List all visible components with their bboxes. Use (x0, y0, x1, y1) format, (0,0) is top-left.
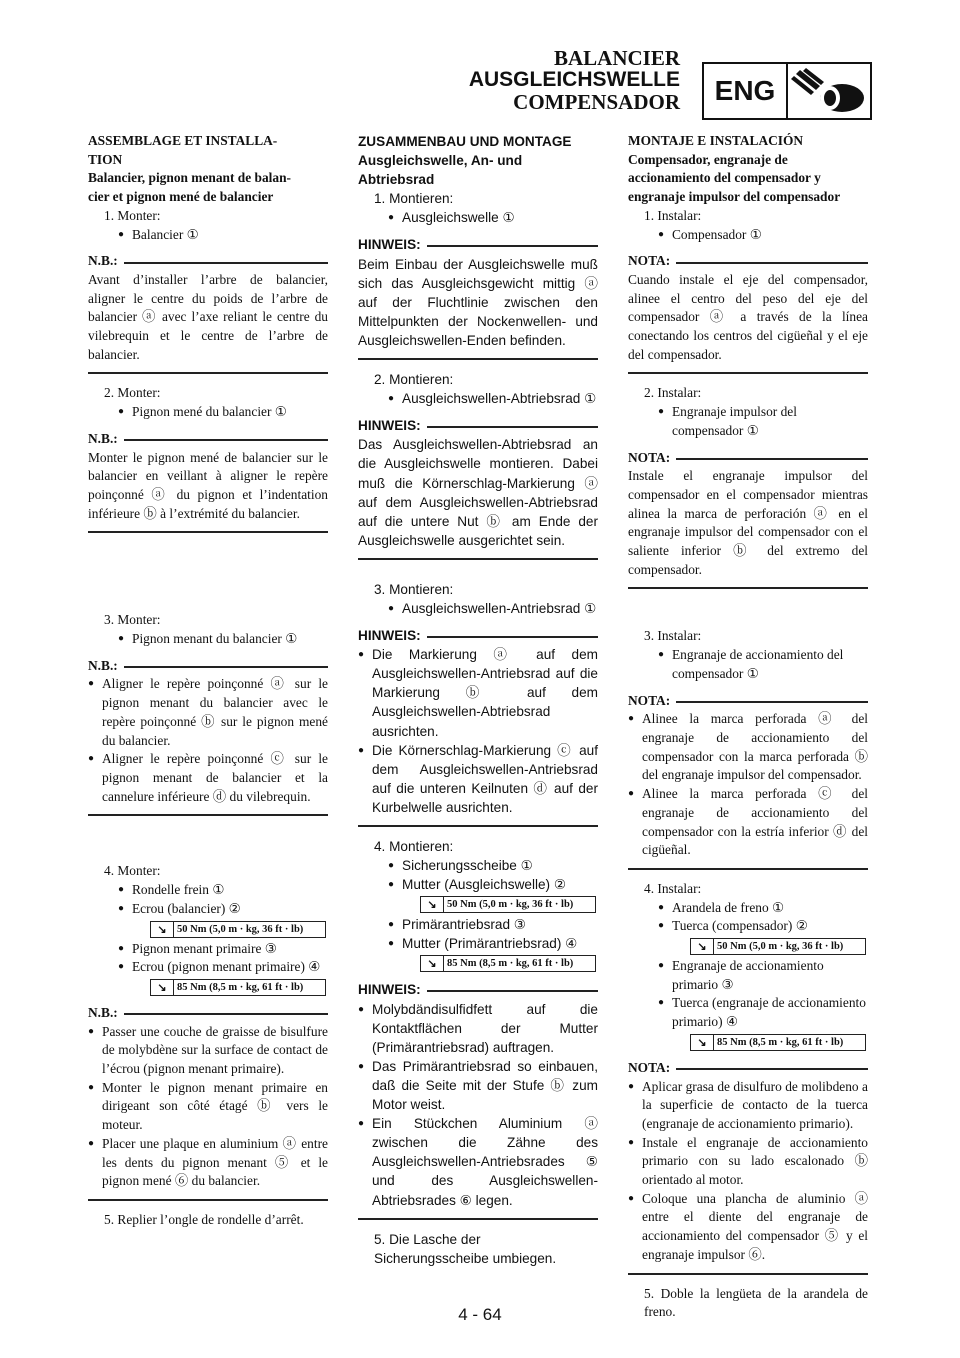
step-4: 4. Montieren: (374, 839, 454, 854)
step-item: ● Primärantriebsrad ③ (358, 915, 598, 934)
torque-spec: ↘ 50 Nm (5,0 m · kg, 36 ft · lb) (420, 896, 596, 913)
note-header (358, 626, 598, 645)
wrench-icon: ↘ (151, 980, 174, 995)
step-item: ● Ausgleichswellen-Antriebsrad ① (358, 599, 598, 618)
column-spanish (628, 132, 868, 1322)
heading: TION (88, 151, 123, 167)
torque-spec: ↘ 50 Nm (5,0 m · kg, 36 ft · lb) (150, 921, 326, 938)
title-german: AUSGLEICHSWELLE (468, 68, 680, 91)
step-3: 3. Monter: (104, 612, 161, 628)
torque-spec: ↘ 50 Nm (5,0 m · kg, 36 ft · lb) (690, 938, 866, 955)
note-bullet: ● Placer une plaque en aluminium ⓐ entre les dents du pignon menant ⑤ et le pignon mené ⑥ du balancier. (88, 1135, 328, 1191)
note-bullet: ● Coloque una plancha de aluminio ⓐ entre el diente del engranaje de accionamiento del compensador ⑤ y el engranaje impulsor ⑥. (628, 1190, 868, 1265)
subheading: Abtriebsrad (358, 172, 435, 188)
note-text: Monter le pignon mené de balancier sur le balancier en veillant à aligner le repère poinçonné ⓐ du pignon et l’indentation inférieure ⓑ à l’extrémité du balancier. (88, 449, 328, 521)
note-text: Instale el engranaje impulsor del compensador en el compensador mientras alinea la marca de perforación ⓐ en el engranaje impulsor del compensador con el saliente inferior ⓑ del extremo del compensador. (628, 468, 868, 577)
note-label: NOTA: (628, 449, 671, 465)
step-3: 3. Montieren: (374, 581, 454, 597)
step-item: ● Engranaje de accionamiento del compensador ① (628, 646, 868, 683)
section-badge (702, 62, 872, 120)
step-item: ● Pignon mené du balancier ① (88, 403, 328, 422)
note-bullet: ● Alinee la marca perforada ⓐ del engranaje de accionamiento del compensador con la marca perforada ⓑ del engranaje impulsor del compensador. (628, 710, 868, 785)
step-item: ● Tuerca (compensador) ② (628, 917, 868, 936)
torque-spec: ↘ 85 Nm (8,5 m · kg, 61 ft · lb) (420, 955, 596, 972)
step-5: 5. Die Lasche der Sicherungsscheibe umbiegen. (374, 1231, 557, 1266)
wrench-icon: ↘ (421, 956, 444, 971)
subheading: Balancier, pignon menant de balan- (88, 170, 292, 186)
wrench-icon: ↘ (421, 897, 444, 912)
subheading: Ausgleichswelle, An- und (358, 153, 523, 169)
note-label: NOTA: (628, 692, 671, 708)
note-header (88, 430, 328, 449)
note-label: N.B.: (88, 253, 118, 269)
note-text: Avant d’installer l’arbre de balancier, aligner le centre du poids de l’arbre de balancier ⓐ avec l’axe reliant le centre du vilebrequin et le centre de l’arbre de balancier. (88, 271, 328, 362)
heading: ASSEMBLAGE ET INSTALLA- (88, 133, 278, 148)
heading: MONTAJE E INSTALACIÓN (628, 133, 804, 148)
subheading: Compensador, engranaje de accionamiento del compensador y engranaje impulsor del compensador (628, 151, 841, 205)
note-bullet: ● Alinee la marca perforada ⓒ del engranaje de accionamiento del compensador con la estría inferior ⓓ del cigüeñal. (628, 785, 868, 860)
step-item: ● Pignon menant primaire ③ (88, 940, 328, 959)
step-item: ● Ausgleichswelle ① (358, 208, 598, 227)
column-german (358, 132, 598, 1268)
note-bullet: ● Molybdändisulfidfett auf die Kontaktflächen der Mutter (Primärantriebsrad) auftragen. (358, 1000, 598, 1057)
step-2: 2. Instalar: (644, 385, 702, 401)
note-text: Cuando instale el eje del compensador, alinee el centro del peso del eje del compensador ⓐ a través de la línea conectando los centros del cigüeñal y el eje del compensador. (628, 271, 868, 362)
note-bullet: ● Aplicar grasa de disulfuro de molibdeno a la superficie de contacto de la tuerca (engranaje de accionamiento primario). (628, 1078, 868, 1134)
step-item: ● Mutter (Ausgleichswelle) ② (358, 875, 598, 894)
eng-label: ENG (704, 64, 788, 118)
step-item: ● Compensador ① (628, 226, 868, 245)
note-bullet: ● Die Körnerschlag-Markierung ⓒ auf dem Ausgleichswellen-Antriebsrad auf die unteren Keilnuten ⓓ auf der Kurbelwelle ausrichten. (358, 741, 598, 817)
step-item: ● Mutter (Primärantriebsrad) ④ (358, 934, 598, 953)
step-3: 3. Instalar: (644, 628, 702, 644)
step-item: ● Engranaje de accionamiento primario ③ (628, 957, 868, 994)
wrench-icon: ↘ (691, 939, 714, 954)
note-header (358, 980, 598, 999)
note-label: N.B.: (88, 430, 118, 446)
torque-spec: ↘ 85 Nm (8,5 m · kg, 61 ft · lb) (690, 1034, 866, 1051)
title-french: BALANCIER (553, 46, 680, 70)
step-item: ● Ecrou (pignon menant primaire) ④ (88, 958, 328, 977)
note-bullet: ● Ein Stückchen Aluminium ⓐ zwischen die Zähne des Ausgleichswellen-Antriebsrades ⑤ und des Ausgleichswellen-Abtriebsrades ⑥ legen. (358, 1114, 598, 1209)
step-4: 4. Instalar: (644, 880, 702, 896)
note-label: HINWEIS: (358, 237, 421, 253)
note-header (628, 692, 868, 711)
note-header (88, 657, 328, 676)
step-item: ● Sicherungsscheibe ① (358, 856, 598, 875)
wrench-icon: ↘ (691, 1035, 714, 1050)
step-item: ● Tuerca (engranaje de accionamiento primario) ④ (628, 994, 868, 1031)
note-header (88, 252, 328, 271)
heading: ZUSAMMENBAU UND MONTAGE (358, 134, 572, 149)
note-bullet: ● Passer une couche de graisse de bisulfure de molybdène sur la surface de contact de l’écrou (pignon menant primaire). (88, 1023, 328, 1079)
step-1: 1. Instalar: (644, 207, 702, 223)
step-2: 2. Montieren: (374, 372, 454, 388)
step-item: ● Pignon menant du balancier ① (88, 630, 328, 649)
page-number: 4 - 64 (458, 1305, 502, 1324)
step-5: 5. Doble la lengüeta de la arandela de freno. (644, 1285, 868, 1320)
note-header (628, 449, 868, 468)
step-1: 1. Monter: (104, 207, 161, 223)
step-item: ● Ecrou (balancier) ② (88, 900, 328, 919)
note-label: HINWEIS: (358, 982, 421, 998)
note-header (628, 252, 868, 271)
note-bullet: ● Aligner le repère poinçonné ⓒ sur le pignon menant de balancier et la cannelure inférieure ⓓ du vilebrequin. (88, 750, 328, 806)
subheading: cier et pignon mené de balancier (88, 189, 274, 205)
step-item: ● Arandela de freno ① (628, 899, 868, 918)
title-spanish: COMPENSADOR (513, 90, 680, 114)
step-item: ● Balancier ① (88, 226, 328, 245)
note-bullet: ● Das Primärantriebsrad so einbauen, daß die Seite mit der Stufe ⓑ zum Motor weist. (358, 1057, 598, 1114)
note-bullet: ● Aligner le repère poinçonné ⓐ sur le pignon menant du balancier avec le repère poinçonné ⓑ sur le pignon mené du balancier. (88, 675, 328, 750)
note-bullet: ● Monter le pignon menant primaire en dirigeant son côté étagé ⓑ vers le moteur. (88, 1079, 328, 1135)
step-1: 1. Montieren: (374, 191, 454, 207)
page-header (468, 32, 870, 122)
note-header (358, 235, 598, 254)
note-text: Beim Einbau der Ausgleichswelle muß sich das Ausgleichsgewicht mittig ⓐ auf der Fluchtlinie zwischen den Mittelpunkten der Nockenwellen- und Ausgleichswellen-Enden befinden. (358, 256, 598, 348)
note-header (358, 416, 598, 435)
note-text: Das Ausgleichswellen-Abtriebsrad an die Ausgleichswelle montieren. Dabei muß die Körnerschlag-Markierung ⓐ auf dem Ausgleichswellen-Abtriebsrad auf die untere Nut ⓑ am Ende der Ausgleichswelle ausgerichtet sein. (358, 437, 598, 548)
note-header (88, 1004, 328, 1023)
step-item: ● Ausgleichswellen-Abtriebsrad ① (358, 389, 598, 408)
note-bullet: ● Instale el engranaje de accionamiento primario con su lado escalonado ⓑ orientado al motor. (628, 1134, 868, 1190)
step-5: 5. Replier l’ongle de rondelle d’arrêt. (104, 1211, 304, 1227)
note-label: N.B.: (88, 1004, 118, 1020)
note-label: N.B.: (88, 657, 118, 673)
note-header (628, 1059, 868, 1078)
note-label: NOTA: (628, 253, 671, 269)
note-bullet: ● Die Markierung ⓐ auf dem Ausgleichswellen-Antriebsrad auf die Markierung ⓑ auf dem Ausgleichswellen-Abtriebsrad ausrichten. (358, 645, 598, 740)
torque-spec: ↘ 85 Nm (8,5 m · kg, 61 ft · lb) (150, 979, 326, 996)
engine-icon (790, 66, 868, 116)
step-item: ● Rondelle frein ① (88, 881, 328, 900)
note-label: NOTA: (628, 1059, 671, 1075)
step-2: 2. Monter: (104, 385, 161, 401)
note-label: HINWEIS: (358, 628, 421, 644)
step-4: 4. Monter: (104, 863, 161, 879)
note-label: HINWEIS: (358, 418, 421, 434)
step-item: ● Engranaje impulsor del compensador ① (628, 403, 868, 440)
wrench-icon: ↘ (151, 922, 174, 937)
column-french (88, 132, 328, 1230)
